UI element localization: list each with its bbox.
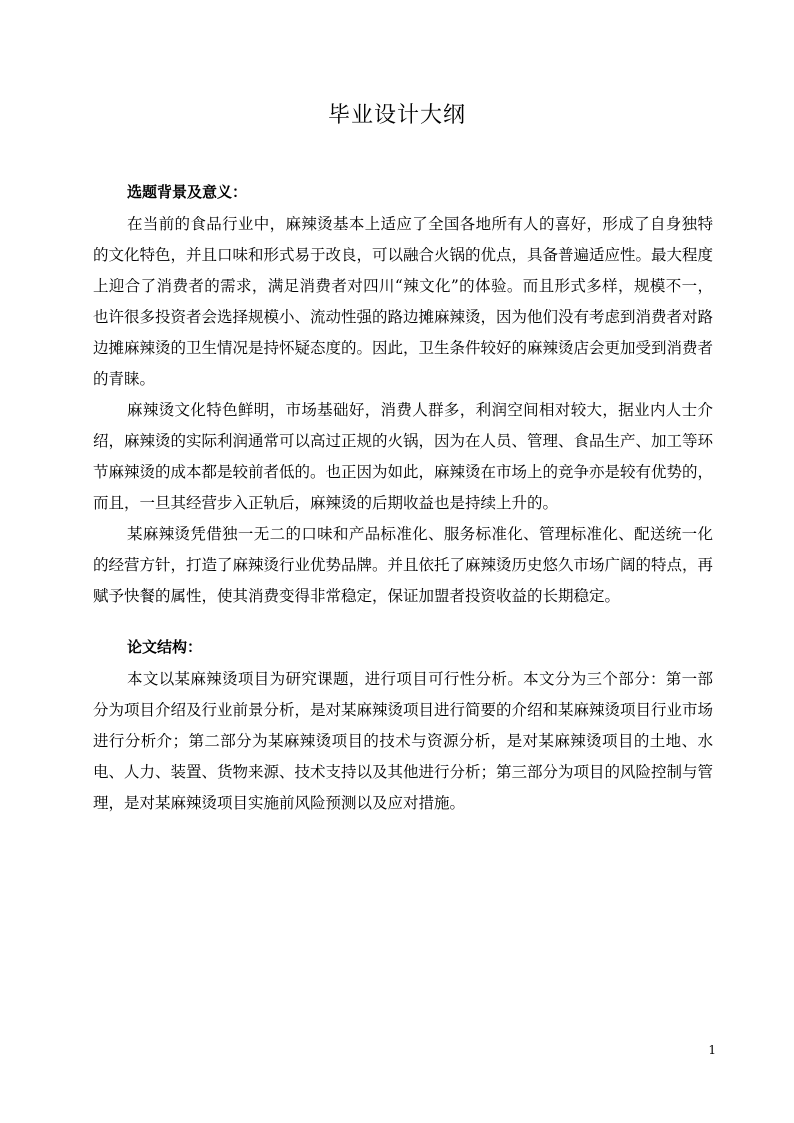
paragraph: 本文以某麻辣烫项目为研究课题，进行项目可行性分析。本文分为三个部分：第一部分为项目介绍及行业前景分析，是对某麻辣烫项目进行简要的介绍和某麻辣烫项目行业市场进行分析介；第二部分为某麻辣烫项目的技术与资源分析，是对某麻辣烫项目的土地、水电、人力、装置、货物来源、技术支持以及其他进行分析；第三部分为项目的风险控制与管理，是对某麻辣烫项目实施前风险预测以及应对措施。 xyxy=(93,670,714,812)
page-number: 1 xyxy=(708,1043,716,1057)
paragraph: 在当前的食品行业中，麻辣烫基本上适应了全国各地所有人的喜好，形成了自身独特的文化特色，并且口味和形式易于改良，可以融合火锅的优点，具备普遍适应性。最大程度上迎合了消费者的需求，满足消费者对四川“辣文化”的体验。而且形式多样，规模不一，也许很多投资者会选择规模小、流动性强的路边摊麻辣烫，因为他们没有考虑到消费者对路边摊麻辣烫的卫生情况是持怀疑态度的。因此，卫生条件较好的麻辣烫店会更加受到消费者的青睐。 xyxy=(93,215,714,388)
document-body xyxy=(93,175,713,819)
document-title: 毕业设计大纲 xyxy=(327,103,466,128)
section-spacer xyxy=(93,612,713,630)
section-heading-structure: 论文结构： xyxy=(127,638,203,656)
paragraph: 麻辣烫文化特色鲜明，市场基础好，消费人群多，利润空间相对较大，据业内人士介绍，麻辣烫的实际利润通常可以高过正规的火锅，因为在人员、管理、食品生产、加工等环节麻辣烫的成本都是较前者低的。也正因为如此，麻辣烫在市场上的竞争亦是较有优势的，而且，一旦其经营步入正轨后，麻辣烫的后期收益也是持续上升的。 xyxy=(93,401,714,512)
section-heading-background: 选题背景及意义： xyxy=(127,183,248,201)
paragraph: 某麻辣烫凭借独一无二的口味和产品标准化、服务标准化、管理标准化、配送统一化的经营方针，打造了麻辣烫行业优势品牌。并且依托了麻辣烫历史悠久市场广阔的特点，再赋予快餐的属性，使其消费变得非常稳定，保证加盟者投资收益的长期稳定。 xyxy=(93,525,714,605)
